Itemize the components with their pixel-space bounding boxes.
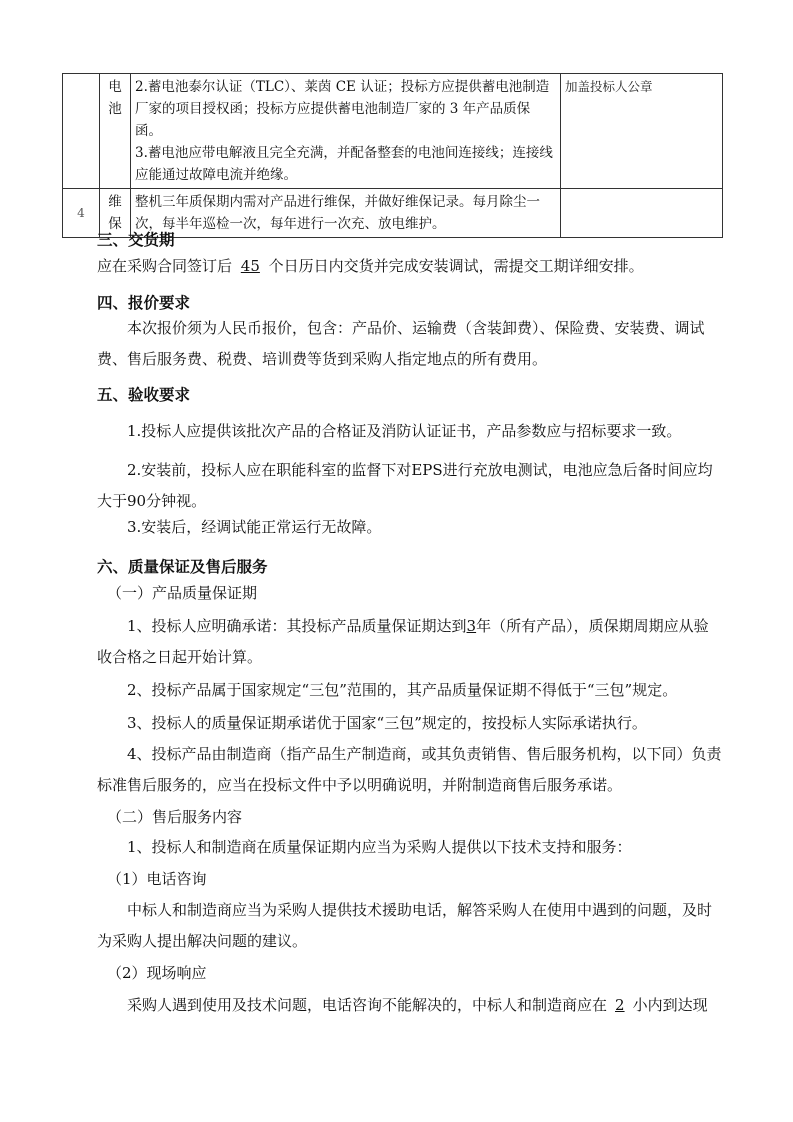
response-hours: 2 bbox=[615, 996, 625, 1014]
section-paragraph: 本次报价须为人民币报价，包含：产品价、运输费（含装卸费）、保险费、安装费、调试费、售后服务费、税费、培训费等货到采购人指定地点的所有费用。 bbox=[97, 319, 705, 368]
warranty-item: 4、投标产品由制造商（指产品生产制造商，或其负责销售、售后服务机构，以下同）负责标准售后服务的，应当在投标文件中予以明确说明，并附制造商售后服务承诺。 bbox=[97, 745, 722, 794]
warranty-item: 2、投标产品属于国家规定“三包”范围的，其产品质量保证期不得低于“三包”规定。 bbox=[127, 681, 678, 699]
row-number: 4 bbox=[63, 189, 100, 238]
content-line: 3.蓄电池应带电解液且完全充满，并配备整套的电池间连接线；连接线应能通过故障电流并绝缘。 bbox=[135, 145, 553, 183]
warranty-item: 1、投标人应明确承诺：其投标产品质量保证期达到3年（所有产品），质保期周期应从验收合格之日起开始计算。 bbox=[97, 617, 709, 666]
service-subtitle: （1）电话咨询 bbox=[107, 870, 207, 888]
table-row bbox=[63, 74, 723, 189]
acceptance-item: 3.安装后，经调试能正常运行无故障。 bbox=[127, 518, 382, 536]
subsection-title: （二）售后服务内容 bbox=[107, 808, 243, 826]
row-content bbox=[131, 74, 561, 189]
service-subtitle: （2）现场响应 bbox=[107, 964, 207, 982]
service-item: 1、投标人和制造商在质量保证期内应当为采购人提供以下技术支持和服务： bbox=[127, 838, 632, 856]
service-text: 中标人和制造商应当为采购人提供技术援助电话，解答采购人在使用中遇到的问题，及时为采购人提出解决问题的建议。 bbox=[97, 901, 713, 950]
section-heading: 三、交货期 bbox=[97, 231, 175, 249]
row-note: 加盖投标人公章 bbox=[561, 74, 723, 189]
row-category: 电 池 bbox=[100, 74, 131, 189]
content-line: 2.蓄电池泰尔认证（TLC）、莱茵 CE 认证；投标方应提供蓄电池制造厂家的项目授权函；投标方应提供蓄电池制造厂家的 3 年产品质保函。 bbox=[135, 79, 550, 139]
warranty-years: 3 bbox=[466, 617, 477, 635]
subsection-title: （一）产品质量保证期 bbox=[107, 584, 258, 602]
section-heading: 六、质量保证及售后服务 bbox=[97, 558, 268, 576]
spec-table bbox=[62, 73, 723, 238]
acceptance-item: 2.安装前，投标人应在职能科室的监督下对EPS进行充放电测试，电池应急后备时间应均大于90分钟视。 bbox=[97, 461, 713, 510]
section-heading: 五、验收要求 bbox=[97, 386, 191, 404]
section-heading: 四、报价要求 bbox=[97, 294, 191, 312]
delivery-days: 45 bbox=[240, 257, 260, 275]
row-number bbox=[63, 74, 100, 189]
content-line: 整机三年质保期内需对产品进行维保，并做好维保记录。每月除尘一次，每半年巡检一次，每年进行一次充、放电维护。 bbox=[135, 194, 540, 232]
service-text: 采购人遇到使用及技术问题，电话咨询不能解决的，中标人和制造商应在 2 小内到达现 bbox=[127, 996, 708, 1014]
section-paragraph: 应在采购合同签订后 45 个日历日内交货并完成安装调试，需提交工期详细安排。 bbox=[97, 257, 644, 275]
acceptance-item: 1.投标人应提供该批次产品的合格证及消防认证证书，产品参数应与招标要求一致。 bbox=[127, 422, 682, 440]
warranty-item: 3、投标人的质量保证期承诺优于国家“三包”规定的，按投标人实际承诺执行。 bbox=[127, 714, 647, 732]
row-category: 维 保 bbox=[100, 189, 131, 238]
